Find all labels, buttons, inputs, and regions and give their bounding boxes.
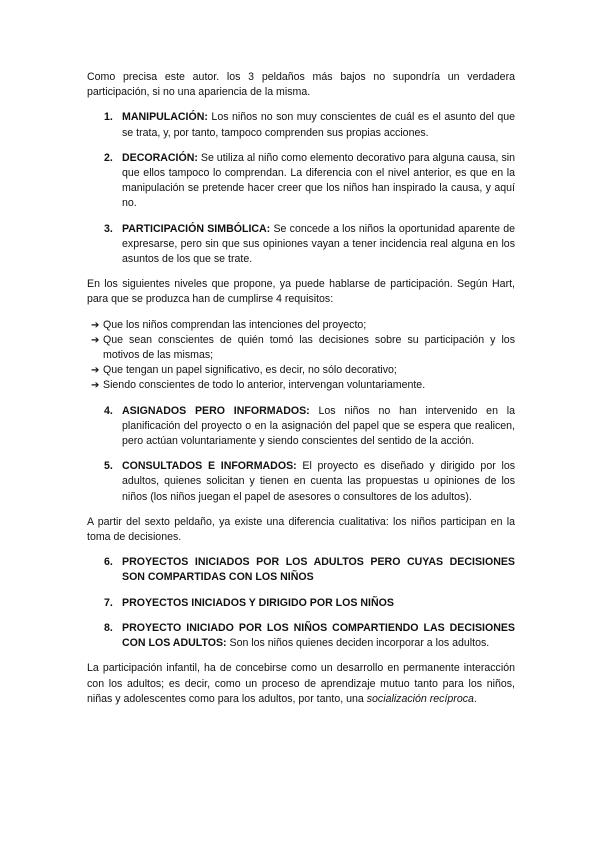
requirement-item xyxy=(87,363,515,378)
level-description: Son los niños quienes deciden incorporar a los adultos. xyxy=(226,637,490,650)
level-item xyxy=(87,459,515,505)
level-description: Los niños no son muy conscientes de cuál es el asunto del que se trata, y, por tanto, tampoco comprenden sus propias acciones. xyxy=(122,111,515,139)
requirement-text: Que sean conscientes de quién tomó las decisiones sobre su participación y los motivos de las mismas; xyxy=(103,333,515,362)
level-title: ASIGNADOS PERO INFORMADOS: xyxy=(122,404,310,417)
level-item xyxy=(87,151,515,212)
level-title: DECORACIÓN: xyxy=(122,151,198,164)
level-number: 6. xyxy=(104,556,113,569)
closing-paragraph xyxy=(87,661,515,707)
arrow-icon: ➔ xyxy=(91,334,100,346)
level-item xyxy=(87,222,515,268)
level-number: 8. xyxy=(104,621,113,634)
level-title: PROYECTOS INICIADOS Y DIRIGIDO POR LOS NIÑOS xyxy=(122,596,394,609)
levels-list-b xyxy=(87,404,515,505)
level-number: 3. xyxy=(104,222,113,235)
level-description: El proyecto es diseñado y dirigido por los adultos, quienes solicitan y tienen en cuenta las propuestas u opiniones de los niños (los niños juegan el papel de asesores o consultores de los adultos). xyxy=(122,460,516,503)
level-title: CONSULTADOS E INFORMADOS: xyxy=(122,460,297,473)
requirement-item xyxy=(87,333,515,363)
closing-end: . xyxy=(473,692,477,705)
requirements-intro: En los siguientes niveles que propone, ya puede hablarse de participación. Según Hart, para que se produzca han de cumplirse 4 requisitos: xyxy=(87,278,515,306)
level-number: 2. xyxy=(104,151,113,164)
level-number: 4. xyxy=(104,404,113,417)
levels-list-a xyxy=(87,110,515,267)
requirement-item xyxy=(87,318,515,333)
level-item xyxy=(87,404,515,450)
requirement-item xyxy=(87,378,515,393)
level-description: Se utiliza al niño como elemento decorativo para alguna causa, sin que ellos tampoco lo comprendan. La diferencia con el nivel anterior, es que en la manipulación se pretende hacer creer que los niños han inspirado la causa, y aquí no. xyxy=(122,151,515,210)
arrow-icon: ➔ xyxy=(91,380,100,392)
requirement-text: Que tengan un papel significativo, es decir, no sólo decorativo; xyxy=(103,364,397,377)
level-title: PROYECTOS INICIADOS POR LOS ADULTOS PERO CUYAS DECISIONES SON COMPARTIDAS CON LOS NIÑOS xyxy=(122,556,515,584)
level-number: 1. xyxy=(104,111,113,124)
intro-paragraph: Como precisa este autor. los 3 peldaños más bajos no supondría un verdadera participación, si no una apariencia de la misma. xyxy=(87,71,515,99)
requirements-list xyxy=(87,318,515,394)
document-page xyxy=(87,70,515,707)
closing-italic: socialización recíproca xyxy=(366,692,474,705)
level-title: PARTICIPACIÓN SIMBÓLICA: xyxy=(122,222,271,235)
level-title: PROYECTO INICIADO POR LOS NIÑOS COMPARTIENDO LAS DECISIONES CON LOS ADULTOS: xyxy=(122,621,515,650)
closing-text: La participación infantil, ha de concebirse como un desarrollo en permanente interacción con los adultos; es decir, como un proceso de aprendizaje mutuo tanto para los niños, niñas y adolescentes como para los adultos, por tanto, una xyxy=(87,662,515,705)
requirement-text: Siendo conscientes de todo lo anterior, intervengan voluntariamente. xyxy=(103,379,426,392)
level-item xyxy=(87,110,515,140)
requirement-text: Que los niños comprendan las intenciones del proyecto; xyxy=(103,318,367,331)
level-description: Los niños no han intervenido en la planificación del proyecto o en la asignación del papel que se espera que realicen, pero actúan voluntariamente y siendo conscientes del sentido de la acción. xyxy=(122,404,516,448)
arrow-icon: ➔ xyxy=(91,319,100,331)
sixth-step-paragraph: A partir del sexto peldaño, ya existe una diferencia cualitativa: los niños participan en la toma de decisiones. xyxy=(87,515,515,544)
levels-list-c xyxy=(87,555,515,651)
level-item xyxy=(87,555,515,585)
level-item xyxy=(87,621,515,651)
level-number: 5. xyxy=(104,460,113,473)
level-number: 7. xyxy=(104,596,113,609)
level-description: Se concede a los niños la oportunidad aparente de expresarse, pero sin que sus opiniones vayan a tener incidencia real alguna en los asuntos de los que se trate. xyxy=(122,222,515,266)
arrow-icon: ➔ xyxy=(91,365,100,377)
level-item xyxy=(87,596,515,611)
level-title: MANIPULACIÓN: xyxy=(122,111,208,124)
